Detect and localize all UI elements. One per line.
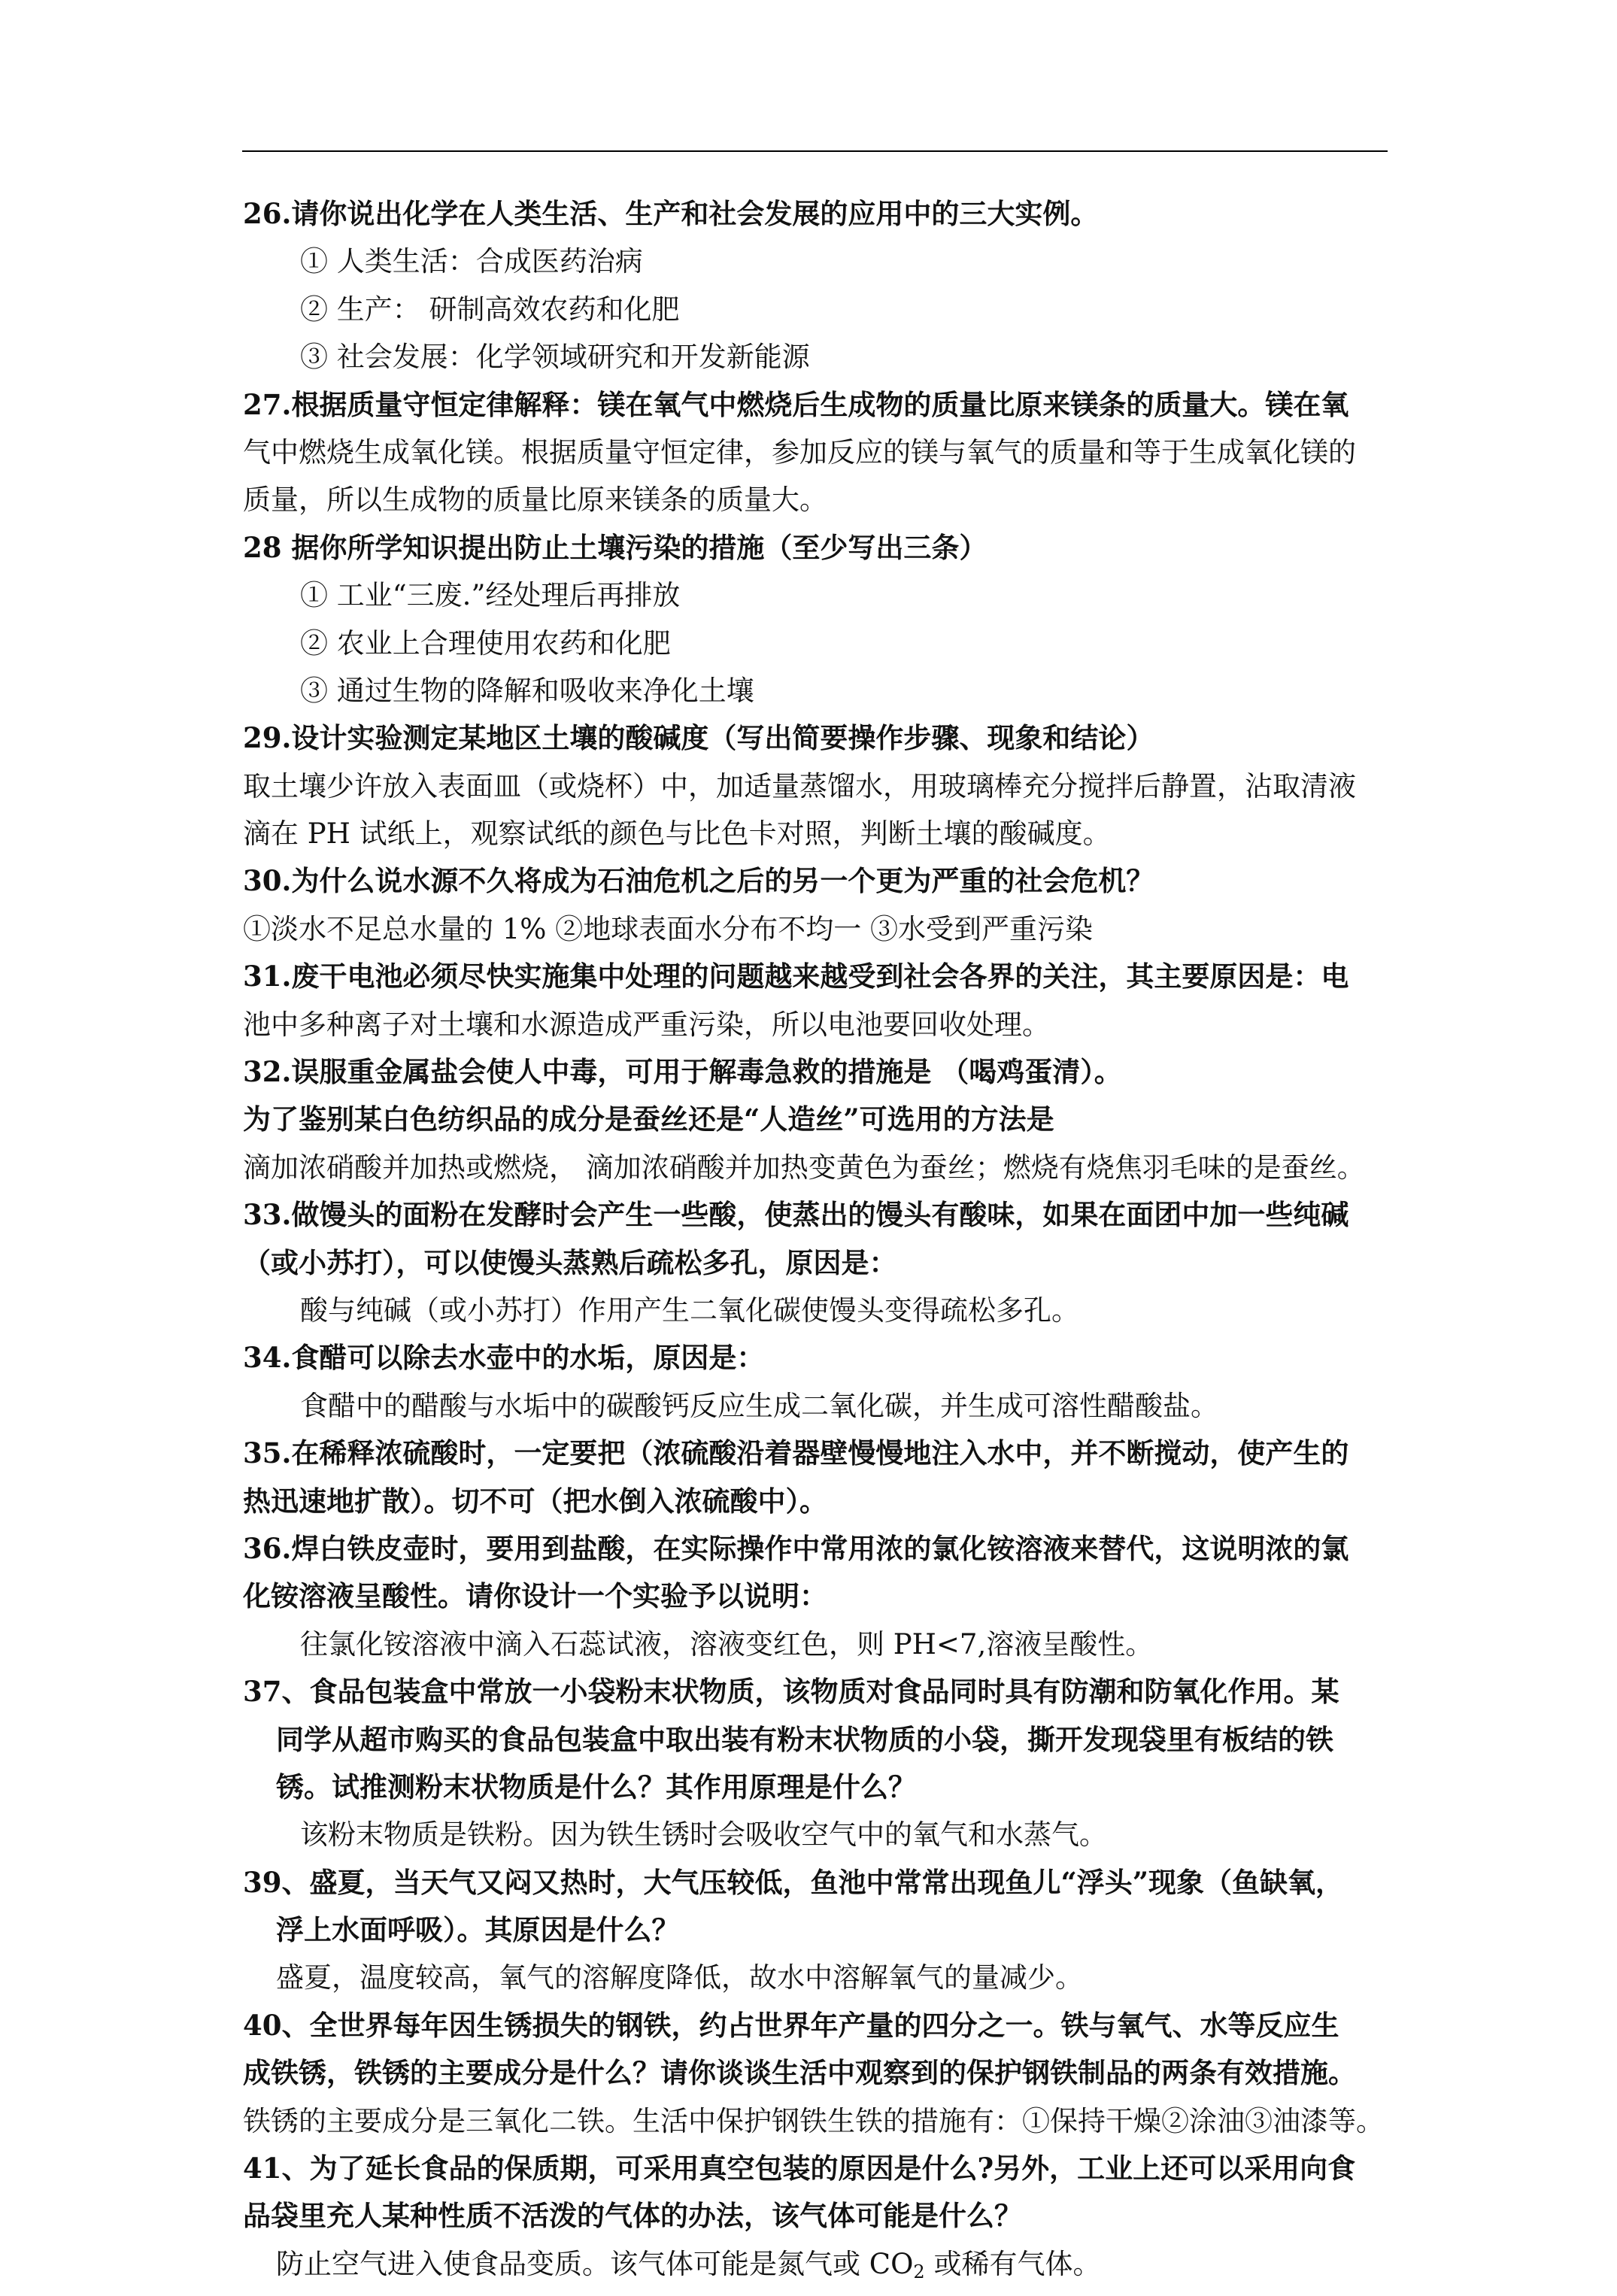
answer-line: 酸与纯碱（或小苏打）作用产生二氧化碳使馒头变得疏松多孔。 <box>300 1294 1079 1327</box>
answer-line: ③ 社会发展：化学领域研究和开发新能源 <box>300 341 810 374</box>
answer-line: 铁锈的主要成分是三氧化二铁。生活中保护钢铁生铁的措施有：①保持干燥②涂油③油漆等。 <box>243 2104 1384 2137</box>
answer-line: 滴加浓硝酸并加热或燃烧， 滴加浓硝酸并加热变黄色为蚕丝；燃烧有烧焦羽毛味的是蚕丝。 <box>243 1151 1365 1184</box>
question-line: 品袋里充人某种性质不活泼的气体的办法，该气体可能是什么？ <box>243 2199 1022 2233</box>
answer-line: ①淡水不足总水量的 1% ②地球表面水分布不均一 ③水受到严重污染 <box>243 912 1093 945</box>
question-39: 39、盛夏，当天气又闷又热时，大气压较低，鱼池中常常出现鱼儿“浮头”现象（鱼缺氧， <box>243 1865 1344 1899</box>
answer-prefix: 防止空气进入使食品变质。该气体可能是氮气或 CO <box>276 2247 914 2280</box>
question-28: 28 据你所学知识提出防止土壤污染的措施（至少写出三条） <box>243 530 987 564</box>
answer-line: 该粉末物质是铁粉。因为铁生锈时会吸收空气中的氧气和水蒸气。 <box>300 1818 1107 1852</box>
answer-line: 气中燃烧生成氧化镁。根据质量守恒定律，参加反应的镁与氧气的质量和等于生成氧化镁的 <box>243 435 1356 469</box>
question-31: 31.废干电池必须尽快实施集中处理的问题越来越受到社会各界的关注，其主要原因是：电 <box>243 960 1349 993</box>
answer-line: ② 生产： 研制高效农药和化肥 <box>300 293 680 326</box>
question-36: 36.焊白铁皮壶时，要用到盐酸，在实际操作中常用浓的氯化铵溶液来替代，这说明浓的氯 <box>243 1531 1349 1565</box>
answer-line: ① 人类生活：合成医药治病 <box>300 245 643 278</box>
answer-line: 质量，所以生成物的质量比原来镁条的质量大。 <box>243 484 827 517</box>
answer-line-41 <box>243 2240 1390 2288</box>
answer-line: 滴在 PH 试纸上，观察试纸的颜色与比色卡对照，判断土壤的酸碱度。 <box>243 817 1111 851</box>
question-37: 37、食品包装盒中常放一小袋粉末状物质，该物质对食品同时具有防潮和防氧化作用。某 <box>243 1675 1339 1709</box>
question-34: 34.食醋可以除去水壶中的水垢，原因是： <box>243 1341 765 1375</box>
question-33: 33.做馒头的面粉在发酵时会产生一些酸，使蒸出的馒头有酸味，如果在面团中加一些纯碱 <box>243 1198 1349 1232</box>
question-line: 锈。试推测粉末状物质是什么？其作用原理是什么？ <box>276 1770 916 1803</box>
document-body <box>243 190 1390 2288</box>
answer-line: ③ 通过生物的降解和吸收来净化土壤 <box>300 674 754 707</box>
answer-line: 食醋中的醋酸与水垢中的碳酸钙反应生成二氧化碳，并生成可溶性醋酸盐。 <box>300 1389 1218 1422</box>
header-rule <box>242 150 1388 152</box>
answer-suffix: 或稀有气体。 <box>924 2247 1101 2280</box>
question-29: 29.设计实验测定某地区土壤的酸碱度（写出简要操作步骤、现象和结论） <box>243 721 1154 755</box>
question-line: 同学从超市购买的食品包装盒中取出装有粉末状物质的小袋，撕开发现袋里有板结的铁 <box>276 1722 1333 1756</box>
question-line: 热迅速地扩散）。切不可（把水倒入浓硫酸中）。 <box>243 1484 827 1518</box>
question-26: 26.请你说出化学在人类生活、生产和社会发展的应用中的三大实例。 <box>243 197 1099 230</box>
question-40: 40、全世界每年因生锈损失的钢铁，约占世界年产量的四分之一。铁与氧气、水等反应生 <box>243 2008 1339 2042</box>
question-line: 成铁锈，铁锈的主要成分是什么？请你谈谈生活中观察到的保护钢铁制品的两条有效措施。 <box>243 2056 1356 2090</box>
answer-line: ② 农业上合理使用农药和化肥 <box>300 626 671 660</box>
question-32b: 为了鉴别某白色纺织品的成分是蚕丝还是“人造丝”可选用的方法是 <box>243 1103 1054 1136</box>
answer-line: 池中多种离子对土壤和水源造成严重污染，所以电池要回收处理。 <box>243 1008 1050 1041</box>
question-35: 35.在稀释浓硫酸时，一定要把（浓硫酸沿着器壁慢慢地注入水中，并不断搅动，使产生的 <box>243 1436 1349 1470</box>
question-27: 27.根据质量守恒定律解释：镁在氧气中燃烧后生成物的质量比原来镁条的质量大。镁在氧 <box>243 387 1349 421</box>
question-30: 30.为什么说水源不久将成为石油危机之后的另一个更为严重的社会危机？ <box>243 864 1154 898</box>
question-line: 浮上水面呼吸）。其原因是什么？ <box>276 1913 680 1947</box>
subscript: 2 <box>913 2261 925 2282</box>
answer-line: 往氯化铵溶液中滴入石蕊试液，溶液变红色，则 PH<7,溶液呈酸性。 <box>300 1627 1154 1661</box>
question-41: 41、为了延长食品的保质期，可采用真空包装的原因是什么?另外，工业上还可以采用向食 <box>243 2152 1356 2185</box>
answer-line: 盛夏，温度较高，氧气的溶解度降低，故水中溶解氧气的量减少。 <box>276 1961 1083 1994</box>
answer-line: 取土壤少许放入表面皿（或烧杯）中，加适量蒸馏水，用玻璃棒充分搅拌后静置，沾取清液 <box>243 769 1356 802</box>
question-line: （或小苏打），可以使馒头蒸熟后疏松多孔，原因是： <box>243 1245 897 1279</box>
answer-line: ① 工业“三废.”经处理后再排放 <box>300 579 681 612</box>
question-line: 化铵溶液呈酸性。请你设计一个实验予以说明： <box>243 1579 827 1613</box>
question-32: 32.误服重金属盐会使人中毒，可用于解毒急救的措施是 （喝鸡蛋清）。 <box>243 1055 1122 1089</box>
